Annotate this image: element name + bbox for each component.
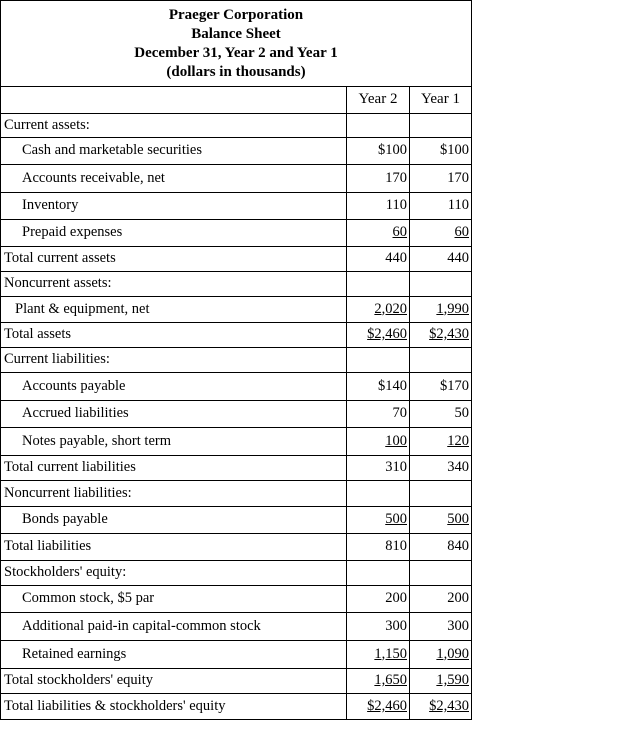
statement-title: Balance Sheet [191, 26, 281, 42]
year1-value-cell [410, 668, 472, 693]
table-row [1, 585, 471, 612]
table-row [1, 400, 471, 427]
year2-value-cell [347, 560, 410, 585]
year2-value-cell [347, 271, 410, 296]
year1-value-cell [410, 347, 472, 372]
row-label-cell [1, 640, 347, 668]
year2-value-cell [347, 427, 410, 455]
year2-value-cell [347, 693, 410, 719]
year2-value-cell [347, 668, 410, 693]
row-label: Retained earnings [22, 645, 127, 662]
year1-value: $2,430 [429, 697, 469, 714]
table-row [1, 219, 471, 246]
row-label-cell [1, 164, 347, 192]
year2-value-cell [347, 480, 410, 506]
year2-value: 170 [385, 169, 407, 186]
statement-period: December 31, Year 2 and Year 1 [134, 45, 338, 61]
year2-value: 60 [392, 224, 407, 240]
year1-value-cell [410, 480, 472, 506]
year1-value: 300 [447, 617, 469, 634]
row-label: Cash and marketable securities [22, 142, 202, 158]
row-label-cell [1, 113, 347, 137]
row-label-cell [1, 347, 347, 372]
year2-value: 1,650 [374, 672, 407, 688]
year1-value: 1,090 [436, 645, 469, 662]
year1-value-cell [410, 164, 472, 192]
table-row [1, 533, 471, 560]
year2-value: 310 [385, 459, 407, 475]
year1-value-cell [410, 640, 472, 668]
year1-value-cell [410, 612, 472, 640]
year1-value-cell [410, 585, 472, 612]
year1-value-cell [410, 219, 472, 246]
year2-value-cell [347, 347, 410, 372]
year2-value-cell [347, 219, 410, 246]
year2-value-cell [347, 585, 410, 612]
row-label: Current liabilities: [4, 351, 110, 367]
row-label-cell [1, 455, 347, 480]
year1-value: 110 [447, 197, 469, 213]
table-row [1, 113, 471, 137]
row-label-cell [1, 137, 347, 164]
year1-value-cell [410, 533, 472, 560]
year2-value: 1,150 [374, 645, 407, 662]
year2-value-cell [347, 612, 410, 640]
year2-value: $2,460 [367, 697, 407, 714]
year1-value-cell [410, 271, 472, 296]
year1-value-cell [410, 400, 472, 427]
row-label: Bonds payable [22, 511, 108, 527]
row-label: Total liabilities & stockholders' equity [4, 697, 226, 714]
table-row [1, 271, 471, 296]
year1-value-cell [410, 693, 472, 719]
year1-value: 500 [447, 511, 469, 527]
row-label-cell [1, 427, 347, 455]
row-label: Noncurrent assets: [4, 275, 112, 291]
year1-value-cell [410, 372, 472, 400]
year2-value-cell [347, 137, 410, 164]
table-row [1, 480, 471, 506]
table-row [1, 347, 471, 372]
row-label-cell [1, 372, 347, 400]
year1-value: $2,430 [429, 326, 469, 342]
year2-value: $100 [378, 142, 407, 158]
row-label-cell [1, 612, 347, 640]
year1-value-cell [410, 113, 472, 137]
column-header-year2: Year 2 [347, 87, 410, 113]
year1-value: 120 [447, 432, 469, 449]
row-label: Noncurrent liabilities: [4, 484, 132, 501]
year2-value: 100 [385, 432, 407, 449]
table-row [1, 137, 471, 164]
year2-value-cell [347, 455, 410, 480]
year1-value: 200 [447, 590, 469, 606]
statement-units: (dollars in thousands) [166, 64, 306, 80]
row-label-cell [1, 533, 347, 560]
year2-value: 2,020 [374, 300, 407, 317]
row-label-cell [1, 271, 347, 296]
year1-value: 340 [447, 459, 469, 475]
year2-value-cell [347, 192, 410, 219]
year2-value: 300 [385, 617, 407, 634]
year2-value: $140 [378, 377, 407, 394]
row-label: Stockholders' equity: [4, 564, 127, 580]
table-row [1, 506, 471, 533]
row-label-cell [1, 322, 347, 347]
year1-value: 1,590 [436, 672, 469, 688]
column-header-year1: Year 1 [410, 87, 472, 113]
table-row [1, 296, 471, 322]
row-label: Prepaid expenses [22, 224, 123, 240]
year1-value: 840 [447, 538, 469, 554]
year2-value-cell [347, 246, 410, 271]
year2-value: 70 [392, 405, 407, 421]
year2-value-cell [347, 640, 410, 668]
table-row [1, 246, 471, 271]
year2-value: $2,460 [367, 326, 407, 342]
year2-value-cell [347, 533, 410, 560]
year2-value: 810 [385, 538, 407, 554]
year1-value: $170 [440, 377, 469, 394]
year1-value: 1,990 [436, 300, 469, 317]
row-label-cell [1, 192, 347, 219]
table-row [1, 640, 471, 668]
row-label: Accounts payable [22, 377, 126, 394]
table-row [1, 164, 471, 192]
row-label-cell [1, 668, 347, 693]
year1-value-cell [410, 560, 472, 585]
year2-value-cell [347, 400, 410, 427]
row-label: Plant & equipment, net [15, 300, 150, 317]
year1-value-cell [410, 296, 472, 322]
company-name: Praeger Corporation [168, 7, 304, 23]
row-label-cell [1, 506, 347, 533]
sheet-header [1, 1, 471, 87]
table-row [1, 693, 471, 719]
year1-value: 440 [447, 250, 469, 266]
year2-value-cell [347, 506, 410, 533]
row-label: Notes payable, short term [22, 432, 171, 449]
table-row [1, 668, 471, 693]
year1-value-cell [410, 506, 472, 533]
year2-value-cell [347, 113, 410, 137]
table-row [1, 372, 471, 400]
table-row [1, 612, 471, 640]
year2-value: 110 [385, 197, 407, 213]
row-label-cell [1, 296, 347, 322]
row-label-cell [1, 400, 347, 427]
year2-value: 440 [385, 250, 407, 266]
row-label: Accounts receivable, net [22, 169, 165, 186]
table-row [1, 192, 471, 219]
year1-value: $100 [440, 142, 469, 158]
row-label: Additional paid-in capital-common stock [22, 617, 261, 634]
year1-value: 50 [454, 405, 469, 421]
row-label: Current assets: [4, 116, 90, 133]
year1-value: 170 [447, 169, 469, 186]
table-row [1, 322, 471, 347]
row-label: Total assets [4, 326, 72, 342]
row-label: Total current assets [4, 250, 116, 266]
year1-value: 60 [454, 224, 469, 240]
year2-value-cell [347, 372, 410, 400]
row-label: Common stock, $5 par [22, 590, 155, 606]
column-header-blank [1, 87, 347, 113]
row-label: Total stockholders' equity [4, 672, 153, 688]
year1-value-cell [410, 427, 472, 455]
row-label-cell [1, 219, 347, 246]
table-row [1, 427, 471, 455]
year2-value: 200 [385, 590, 407, 606]
year2-value-cell [347, 164, 410, 192]
column-header-row [1, 87, 471, 113]
row-label-cell [1, 560, 347, 585]
year2-value-cell [347, 322, 410, 347]
row-label: Total current liabilities [4, 459, 136, 475]
year1-value-cell [410, 322, 472, 347]
year1-value-cell [410, 246, 472, 271]
balance-table [1, 87, 471, 719]
row-label: Total liabilities [4, 538, 92, 554]
row-label: Accrued liabilities [22, 405, 129, 421]
year1-value-cell [410, 192, 472, 219]
year2-value-cell [347, 296, 410, 322]
year1-value-cell [410, 455, 472, 480]
row-label-cell [1, 585, 347, 612]
year1-value-cell [410, 137, 472, 164]
table-row [1, 560, 471, 585]
row-label-cell [1, 480, 347, 506]
year2-value: 500 [385, 511, 407, 527]
row-label-cell [1, 246, 347, 271]
row-label: Inventory [22, 197, 79, 213]
row-label-cell [1, 693, 347, 719]
table-row [1, 455, 471, 480]
